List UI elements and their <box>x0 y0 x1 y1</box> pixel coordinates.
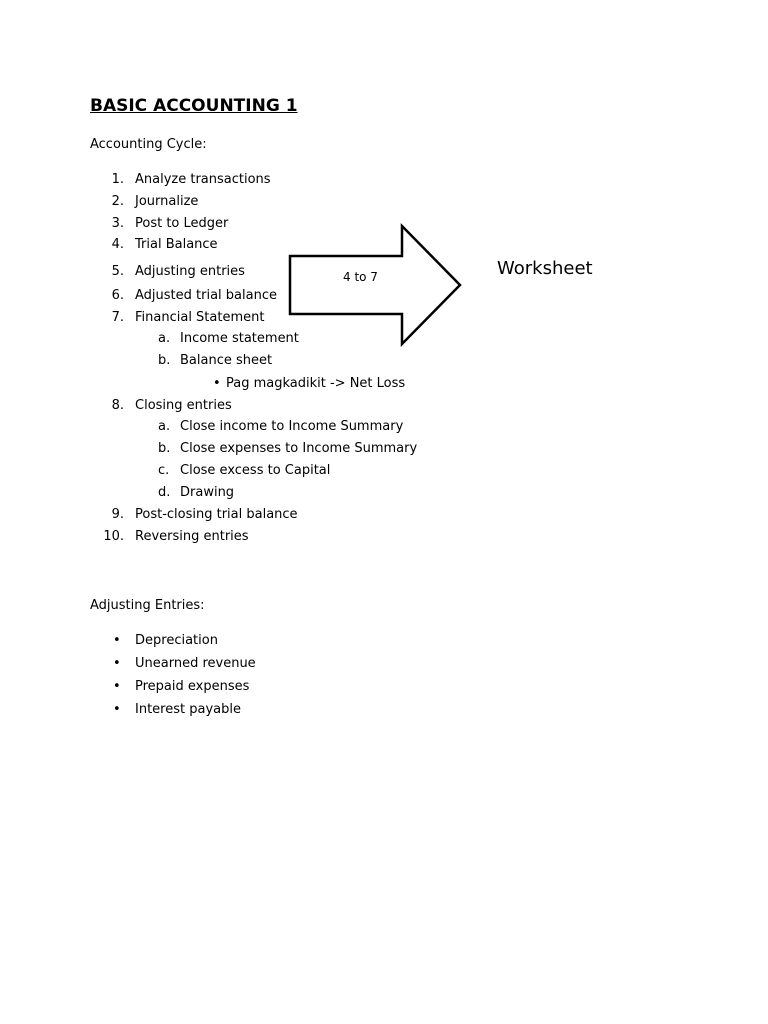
bullet: • <box>113 679 121 694</box>
sub-list-letter: a. <box>158 419 171 434</box>
list-label: Journalize <box>135 194 199 209</box>
list-label: Prepaid expenses <box>135 679 250 694</box>
list-label: Closing entries <box>135 398 232 413</box>
bullet: • <box>113 702 121 717</box>
list-label: Trial Balance <box>135 237 218 252</box>
sub-list-label: Balance sheet <box>180 353 273 368</box>
list-number: 1. <box>111 172 124 187</box>
worksheet-label: Worksheet <box>497 258 593 279</box>
list-label: Adjusted trial balance <box>135 288 277 303</box>
list-label: Reversing entries <box>135 529 249 544</box>
sub-list-label: Income statement <box>180 331 299 346</box>
list-number: 4. <box>111 237 124 252</box>
list-label: Analyze transactions <box>135 172 271 187</box>
arrow-label: 4 to 7 <box>343 270 378 284</box>
list-label: Post to Ledger <box>135 216 229 231</box>
sub-list-letter: a. <box>158 331 171 346</box>
list-number: 6. <box>111 288 124 303</box>
list-label: Interest payable <box>135 702 241 717</box>
adjusting-entries-heading: Adjusting Entries: <box>90 598 205 613</box>
sub-list-label: Close income to Income Summary <box>180 419 404 434</box>
sub-list-letter: b. <box>158 353 171 368</box>
bullet: • <box>213 376 221 391</box>
sub-list-label: Close expenses to Income Summary <box>180 441 418 456</box>
bullet: • <box>113 633 121 648</box>
sub-list-label: Close excess to Capital <box>180 463 331 478</box>
list-number: 5. <box>111 264 124 279</box>
sub-list-letter: c. <box>158 463 170 478</box>
list-number: 8. <box>111 398 124 413</box>
list-number: 10. <box>103 529 124 544</box>
page-title: BASIC ACCOUNTING 1 <box>90 96 298 116</box>
list-number: 3. <box>111 216 124 231</box>
list-label: Financial Statement <box>135 310 265 325</box>
bullet-label: Pag magkadikit -> Net Loss <box>226 376 406 391</box>
list-number: 7. <box>111 310 124 325</box>
bullet: • <box>113 656 121 671</box>
list-label: Unearned revenue <box>135 656 256 671</box>
sub-list-label: Drawing <box>180 485 235 500</box>
list-label: Adjusting entries <box>135 264 245 279</box>
right-arrow-shape <box>288 222 464 348</box>
list-number: 9. <box>111 507 124 522</box>
list-label: Post-closing trial balance <box>135 507 298 522</box>
accounting-cycle-heading: Accounting Cycle: <box>90 137 207 152</box>
sub-list-letter: b. <box>158 441 171 456</box>
list-label: Depreciation <box>135 633 218 648</box>
sub-list-letter: d. <box>158 485 171 500</box>
list-number: 2. <box>111 194 124 209</box>
